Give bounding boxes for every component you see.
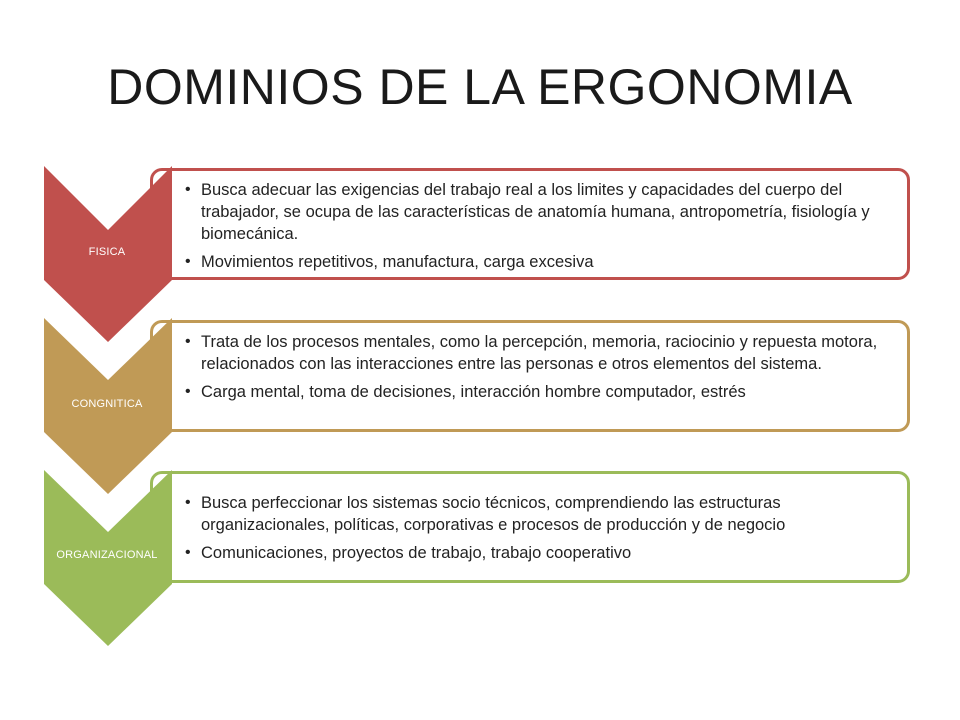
domain-label-fisica: FISICA <box>88 246 126 258</box>
domain-label-cognitiva: CONGNITICA <box>71 398 143 410</box>
slide-title: DOMINIOS DE LA ERGONOMIA <box>107 59 853 115</box>
bullet-organizacional-2: • Comunicaciones, proyectos de trabajo, trabajo cooperativo <box>201 542 887 564</box>
domain-label-organizacional: ORGANIZACIONAL <box>56 549 158 561</box>
bullet-fisica-2: • Movimientos repetitivos, manufactura, carga excesiva <box>201 251 887 273</box>
bullet-cognitiva-2: • Carga mental, toma de decisiones, interacción hombre computador, estrés <box>201 381 887 403</box>
bullet-fisica-1: • Busca adecuar las exigencias del trabajo real a los limites y capacidades del cuerpo del trabajador, se ocupa de las características de anatomía humana, antropometría, fisiología y biomecánica. <box>201 179 887 245</box>
bullet-organizacional-1: • Busca perfeccionar los sistemas socio técnicos, comprendiendo las estructuras organizacionales, políticas, corporativas e procesos de producción y de negocio <box>201 492 887 536</box>
bullet-cognitiva-1: • Trata de los procesos mentales, como la percepción, memoria, raciocinio y repuesta motora, relacionados con las interacciones entre las personas e otros elementos del sistema. <box>201 331 887 375</box>
